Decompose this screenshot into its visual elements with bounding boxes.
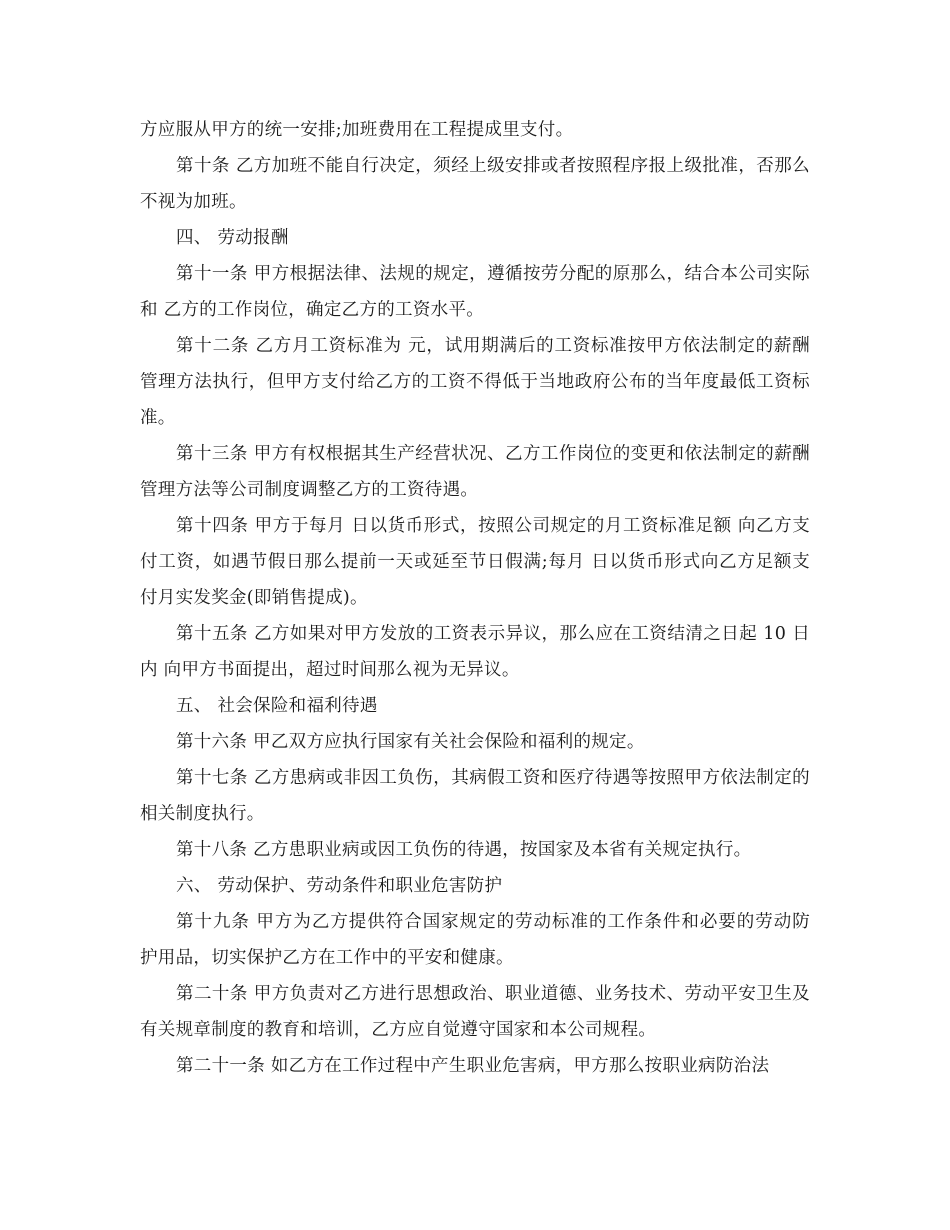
article-19: 第十九条 甲方为乙方提供符合国家规定的劳动标准的工作条件和必要的劳动防 护用品，切实保护乙方在工作中的平安和健康。 [140, 912, 810, 968]
article-13: 第十三条 甲方有权根据其生产经营状况、乙方工作岗位的变更和依法制定的薪酬管理方法等公司制度调整乙方的工资待遇。 [140, 444, 810, 500]
article-14: 第十四条 甲方于每月 日以货币形式，按照公司规定的月工资标准足额 向乙方支付工资，如遇节假日那么提前一天或延至节日假满;每月 日以货币形式向乙方足额支付月实发奖金(即销售提成)。 [140, 516, 810, 608]
paragraph-continuation: 方应服从甲方的统一安排;加班费用在工程提成里支付。 [140, 120, 574, 140]
article-16: 第十六条 甲乙双方应执行国家有关社会保险和福利的规定。 [176, 732, 645, 752]
article-17: 第十七条 乙方患病或非因工负伤，其病假工资和医疗待遇等按照甲方依法制定的 相关制度执行。 [140, 768, 810, 824]
document-body [140, 112, 810, 1084]
article-18: 第十八条 乙方患职业病或因工负伤的待遇，按国家及本省有关规定执行。 [176, 840, 752, 860]
section-heading-5: 五、 社会保险和福利待遇 [176, 696, 378, 716]
section-heading-6: 六、 劳动保护、劳动条件和职业危害防护 [176, 876, 503, 896]
article-21: 第二十一条 如乙方在工作过程中产生职业危害病，甲方那么按职业病防治法 [176, 1056, 770, 1076]
article-11: 第十一条 甲方根据法律、法规的规定，遵循按劳分配的原那么，结合本公司实际和 乙方的工作岗位，确定乙方的工资水平。 [140, 264, 810, 320]
section-heading-4: 四、 劳动报酬 [176, 228, 289, 248]
article-15: 第十五条 乙方如果对甲方发放的工资表示异议，那么应在工资结清之日起 10 日内 向甲方书面提出，超过时间那么视为无异议。 [140, 624, 810, 680]
article-20: 第二十条 甲方负责对乙方进行思想政治、职业道德、业务技术、劳动平安卫生及 有关规章制度的教育和培训，乙方应自觉遵守国家和本公司规程。 [140, 984, 810, 1040]
article-10: 第十条 乙方加班不能自行决定，须经上级安排或者按照程序报上级批准，否那么不视为加班。 [140, 156, 810, 212]
article-12: 第十二条 乙方月工资标准为 元，试用期满后的工资标准按甲方依法制定的薪酬管理方法执行，但甲方支付给乙方的工资不得低于当地政府公布的当年度最低工资标准。 [140, 336, 810, 428]
